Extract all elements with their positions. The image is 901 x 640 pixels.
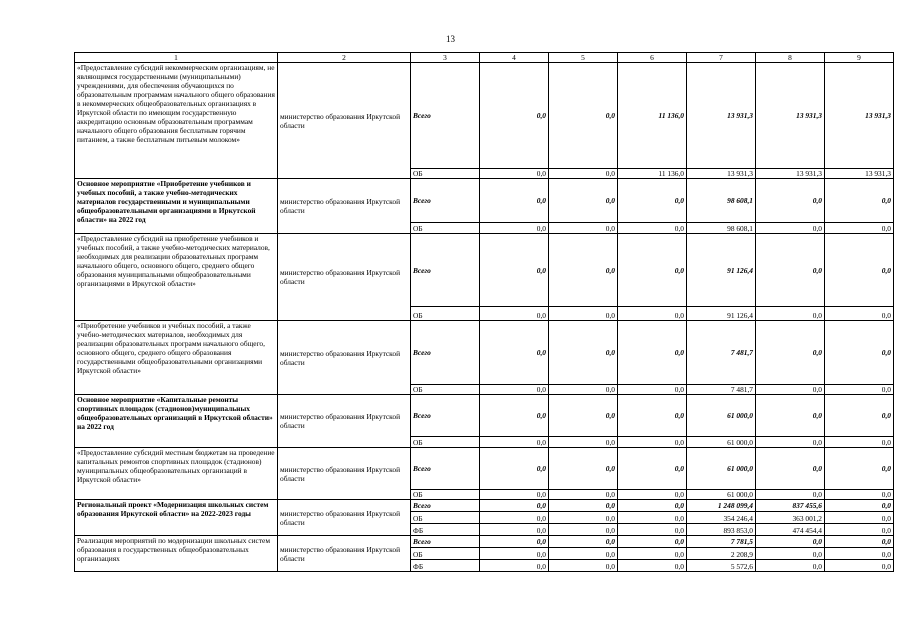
amount-cell: 0,0 [756, 223, 825, 234]
table-row [75, 234, 894, 307]
amount-cell: 0,0 [549, 536, 618, 548]
amount-cell: 0,0 [480, 169, 549, 179]
header-cell: 9 [825, 53, 894, 63]
budget-table [74, 52, 894, 572]
table-row [75, 63, 894, 169]
amount-cell: 0,0 [618, 395, 687, 437]
amount-cell: 0,0 [480, 560, 549, 572]
amount-cell: 354 246,4 [687, 512, 756, 524]
amount-cell: 13 931,3 [825, 63, 894, 169]
amount-cell: 1 248 099,4 [687, 500, 756, 512]
amount-cell: 0,0 [480, 437, 549, 448]
funding-source: ОБ [411, 548, 480, 560]
table-row [75, 321, 894, 385]
activity-description: Региональный проект «Модернизация школьных систем образования Иркутской области» на 2022-2023 годы [75, 500, 278, 536]
amount-cell: 0,0 [480, 490, 549, 500]
header-row [75, 53, 894, 63]
amount-cell: 13 931,3 [756, 63, 825, 169]
funding-source: Всего [411, 395, 480, 437]
amount-cell: 13 931,3 [687, 63, 756, 169]
amount-cell: 91 126,4 [687, 307, 756, 321]
amount-cell: 0,0 [549, 437, 618, 448]
amount-cell: 0,0 [756, 490, 825, 500]
amount-cell: 7 481,7 [687, 385, 756, 395]
amount-cell: 0,0 [756, 234, 825, 307]
amount-cell: 0,0 [480, 179, 549, 223]
amount-cell: 0,0 [825, 524, 894, 536]
amount-cell: 363 001,2 [756, 512, 825, 524]
header-cell: 2 [278, 53, 411, 63]
header-cell: 1 [75, 53, 278, 63]
amount-cell: 0,0 [825, 500, 894, 512]
amount-cell: 98 608,1 [687, 179, 756, 223]
amount-cell: 0,0 [618, 179, 687, 223]
activity-description: «Предоставление субсидий местным бюджетам на проведение капитальных ремонтов спортивных площадок (стадионов) муниципальных общеобразовательных организаций в Иркутской области» [75, 448, 278, 500]
table-row [75, 448, 894, 490]
amount-cell: 0,0 [480, 536, 549, 548]
amount-cell: 0,0 [549, 234, 618, 307]
funding-source: ОБ [411, 385, 480, 395]
responsible-executor: министерство образования Иркутской области [278, 395, 411, 448]
amount-cell: 0,0 [825, 307, 894, 321]
amount-cell: 0,0 [618, 437, 687, 448]
amount-cell: 0,0 [825, 548, 894, 560]
amount-cell: 0,0 [618, 385, 687, 395]
amount-cell: 0,0 [549, 307, 618, 321]
amount-cell: 0,0 [480, 234, 549, 307]
funding-source: ОБ [411, 307, 480, 321]
funding-source: Всего [411, 500, 480, 512]
funding-source: ОБ [411, 169, 480, 179]
responsible-executor: министерство образования Иркутской области [278, 321, 411, 395]
amount-cell: 0,0 [480, 512, 549, 524]
amount-cell: 7 481,7 [687, 321, 756, 385]
amount-cell: 0,0 [825, 385, 894, 395]
amount-cell: 0,0 [480, 448, 549, 490]
amount-cell: 2 208,9 [687, 548, 756, 560]
amount-cell: 0,0 [756, 448, 825, 490]
amount-cell: 0,0 [480, 223, 549, 234]
amount-cell: 0,0 [825, 512, 894, 524]
amount-cell: 0,0 [756, 548, 825, 560]
amount-cell: 61 000,0 [687, 490, 756, 500]
amount-cell: 0,0 [549, 500, 618, 512]
amount-cell: 0,0 [825, 223, 894, 234]
header-cell: 3 [411, 53, 480, 63]
funding-source: Всего [411, 536, 480, 548]
amount-cell: 0,0 [756, 437, 825, 448]
amount-cell: 0,0 [825, 321, 894, 385]
amount-cell: 0,0 [618, 536, 687, 548]
responsible-executor: министерство образования Иркутской области [278, 448, 411, 500]
amount-cell: 0,0 [549, 548, 618, 560]
amount-cell: 0,0 [549, 512, 618, 524]
table-row [75, 179, 894, 223]
amount-cell: 0,0 [618, 448, 687, 490]
amount-cell: 7 781,5 [687, 536, 756, 548]
funding-source: ФБ [411, 524, 480, 536]
amount-cell: 61 000,0 [687, 437, 756, 448]
amount-cell: 0,0 [480, 307, 549, 321]
amount-cell: 893 853,0 [687, 524, 756, 536]
amount-cell: 11 136,0 [618, 169, 687, 179]
amount-cell: 61 000,0 [687, 448, 756, 490]
funding-source: Всего [411, 63, 480, 169]
amount-cell: 0,0 [549, 63, 618, 169]
amount-cell: 61 000,0 [687, 395, 756, 437]
amount-cell: 0,0 [480, 385, 549, 395]
amount-cell: 0,0 [618, 490, 687, 500]
amount-cell: 0,0 [480, 500, 549, 512]
amount-cell: 13 931,3 [756, 169, 825, 179]
amount-cell: 0,0 [756, 560, 825, 572]
amount-cell: 0,0 [825, 179, 894, 223]
header-cell: 8 [756, 53, 825, 63]
amount-cell: 0,0 [756, 385, 825, 395]
header-cell: 4 [480, 53, 549, 63]
amount-cell: 0,0 [618, 548, 687, 560]
amount-cell: 0,0 [549, 223, 618, 234]
amount-cell: 5 572,6 [687, 560, 756, 572]
funding-source: Всего [411, 448, 480, 490]
amount-cell: 0,0 [825, 448, 894, 490]
funding-source: ОБ [411, 490, 480, 500]
amount-cell: 0,0 [549, 395, 618, 437]
amount-cell: 0,0 [549, 524, 618, 536]
activity-description: Основное мероприятие «Приобретение учебников и учебных пособий, а также учебно-методических материалов государственными и муниципальными общеобразовательными организациями в Иркутской области» на 2022 год [75, 179, 278, 234]
table-row [75, 395, 894, 437]
amount-cell: 0,0 [618, 223, 687, 234]
amount-cell: 0,0 [825, 437, 894, 448]
amount-cell: 0,0 [756, 179, 825, 223]
responsible-executor: министерство образования Иркутской области [278, 536, 411, 572]
amount-cell: 0,0 [618, 234, 687, 307]
amount-cell: 0,0 [618, 560, 687, 572]
amount-cell: 0,0 [756, 307, 825, 321]
funding-source: Всего [411, 234, 480, 307]
amount-cell: 0,0 [480, 321, 549, 385]
amount-cell: 0,0 [618, 512, 687, 524]
activity-description: «Предоставление субсидий некоммерческим организациям, не являющимся государственными (муниципальными) учреждениями, для обеспечения обучающихся по образовательным программам начального общего образования в некоммерческих общеобразовательных организациях в Иркутской области по имеющим государственную аккредитацию основным образовательным программам начального общего образования бесплатным горячим питанием, а также бесплатным питьевым молоком» [75, 63, 278, 179]
activity-description: Основное мероприятие «Капитальные ремонты спортивных площадок (стадионов)муниципальных общеобразовательных организаций в Иркутской области» на 2022 год [75, 395, 278, 448]
amount-cell: 0,0 [618, 321, 687, 385]
amount-cell: 0,0 [825, 490, 894, 500]
amount-cell: 0,0 [756, 395, 825, 437]
amount-cell: 13 931,3 [687, 169, 756, 179]
amount-cell: 0,0 [825, 234, 894, 307]
amount-cell: 0,0 [549, 321, 618, 385]
header-cell: 7 [687, 53, 756, 63]
funding-source: ОБ [411, 512, 480, 524]
table-row [75, 536, 894, 548]
funding-source: Всего [411, 321, 480, 385]
responsible-executor: министерство образования Иркутской области [278, 63, 411, 179]
amount-cell: 0,0 [549, 385, 618, 395]
amount-cell: 11 136,0 [618, 63, 687, 169]
page-number: 13 [446, 34, 455, 44]
funding-source: ОБ [411, 223, 480, 234]
amount-cell: 0,0 [618, 500, 687, 512]
amount-cell: 0,0 [480, 524, 549, 536]
amount-cell: 474 454,4 [756, 524, 825, 536]
funding-source: ФБ [411, 560, 480, 572]
amount-cell: 0,0 [549, 560, 618, 572]
header-cell: 6 [618, 53, 687, 63]
header-cell: 5 [549, 53, 618, 63]
amount-cell: 98 608,1 [687, 223, 756, 234]
amount-cell: 0,0 [480, 395, 549, 437]
activity-description: Реализация мероприятий по модернизации школьных систем образования в государственных общеобразовательных организациях [75, 536, 278, 572]
amount-cell: 0,0 [825, 536, 894, 548]
amount-cell: 0,0 [618, 524, 687, 536]
responsible-executor: министерство образования Иркутской области [278, 234, 411, 321]
amount-cell: 0,0 [549, 448, 618, 490]
amount-cell: 837 455,6 [756, 500, 825, 512]
amount-cell: 13 931,3 [825, 169, 894, 179]
activity-description: «Предоставление субсидий на приобретение учебников и учебных пособий, а также учебно-методических материалов, необходимых для реализации образовательных программ начального общего, основного общего, среднего общего образования муниципальными общеобразовательными организациями в Иркутской области» [75, 234, 278, 321]
amount-cell: 0,0 [480, 63, 549, 169]
responsible-executor: министерство образования Иркутской области [278, 179, 411, 234]
amount-cell: 0,0 [549, 169, 618, 179]
amount-cell: 0,0 [756, 536, 825, 548]
table-row [75, 500, 894, 512]
activity-description: «Приобретение учебников и учебных пособий, а также учебно-методических материалов, необходимых для реализации образовательных программ начального общего, основного общего, среднего общего образования государственными общеобразовательными организациями Иркутской области» [75, 321, 278, 395]
funding-source: ОБ [411, 437, 480, 448]
amount-cell: 91 126,4 [687, 234, 756, 307]
amount-cell: 0,0 [480, 548, 549, 560]
amount-cell: 0,0 [549, 490, 618, 500]
amount-cell: 0,0 [825, 395, 894, 437]
amount-cell: 0,0 [825, 560, 894, 572]
table-body [75, 63, 894, 572]
responsible-executor: министерство образования Иркутской области [278, 500, 411, 536]
amount-cell: 0,0 [756, 321, 825, 385]
funding-source: Всего [411, 179, 480, 223]
amount-cell: 0,0 [618, 307, 687, 321]
amount-cell: 0,0 [549, 179, 618, 223]
